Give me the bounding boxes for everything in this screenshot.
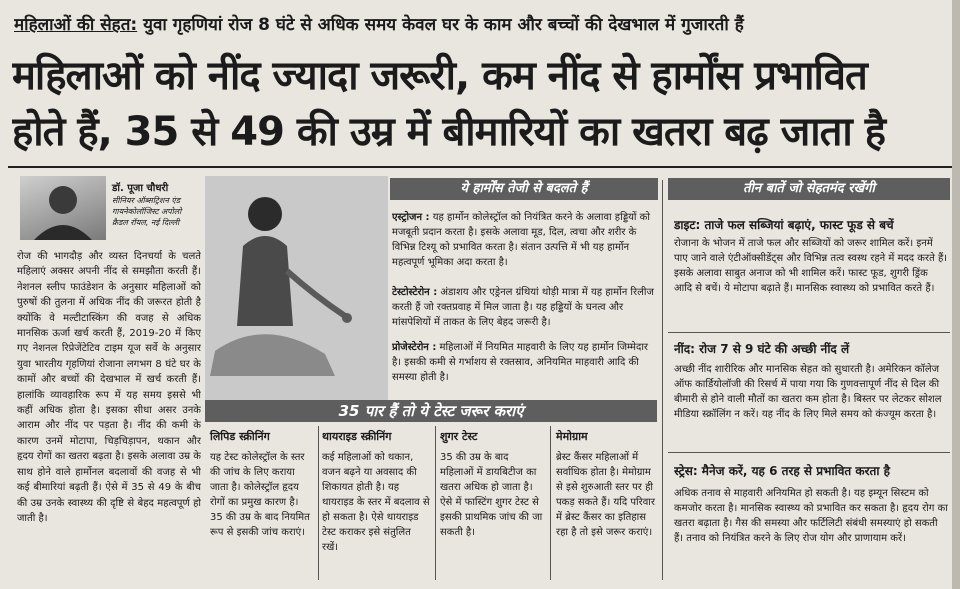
expert-title-1: सीनियर ऑब्सट्रिशन एंड xyxy=(112,196,181,205)
test-head-sugar: शुगर टेस्ट xyxy=(440,430,478,443)
hormone-term: एस्ट्रोजन : xyxy=(392,212,430,223)
test-head-thyroid: थायराइड स्क्रीनिंग xyxy=(322,430,392,443)
test-divider xyxy=(435,426,436,580)
test-text-mammogram: ब्रेस्ट कैंसर महिलाओं में सर्वाधिक होता है। मेमोग्राम से इसे शुरुआती स्तर पर ही पकड़ सकते हैं। यदि परिवार में ब्रेस्ट कैंसर का इतिहास रहा है तो इसे जरूर कराएं। xyxy=(556,452,655,538)
expert-credit xyxy=(112,182,212,228)
hormone-term: प्रोजेस्टेरोन : xyxy=(392,342,437,353)
test-head-mammogram: मेमोग्राम xyxy=(556,430,588,443)
tip-text-diet: रोजाना के भोजन में ताजे फल और सब्जियों को जरूर शामिल करें। इनमें पाए जाने वाले एंटीऑक्सीडेंट्स और विभिन्न तत्व स्वस्थ रहने में मदद करते हैं। इसके अलावा साबुत अनाज को भी शामिल करें। फास्ट फूड, शुगरी ड्रिंक आदि से बचें। ये मोटापा बढ़ाते हैं। मानसिक स्वास्थ्य को प्रभावित करते हैं। xyxy=(674,238,948,294)
tip-head-sleep: नींद: रोज 7 से 9 घंटे की अच्छी नींद लें xyxy=(674,342,850,356)
page-edge xyxy=(952,0,960,589)
expert-title-2: गायनेकोलॉजिस्ट अपोलो xyxy=(112,207,182,216)
tip-head-diet: डाइट: ताजे फल सब्जियां बढ़ाएं, फास्ट फूड से बचें xyxy=(674,218,894,232)
expert-title-3: क्रैडल रॉयल, नई दिल्ली xyxy=(112,218,180,227)
kicker xyxy=(14,12,944,35)
hormone-term: टेस्टोस्टेरोन : xyxy=(392,287,438,298)
kicker-text: युवा गृहणियां रोज 8 घंटे से अधिक समय केवल घर के काम और बच्चों की देखभाल में गुजारती हैं xyxy=(143,15,744,35)
test-divider xyxy=(550,426,551,580)
tip-text-stress: अधिक तनाव से माहवारी अनियमित हो सकती है। यह इम्यून सिस्टम को कमजोर करता है। मानसिक स्वास्थ्य को प्रभावित कर सकता है। हृदय रोग का खतरा बढ़ाता है। गैस की समस्या और फर्टिलिटी संबंधी समस्याएं हो सकती हैं। तनाव को नियंत्रित करने के लिए रोज योग और प्राणायाम करें। xyxy=(674,488,948,544)
hormone-desc: अंडाशय और एड्रेनल ग्रंथियां थोड़ी मात्रा में यह हार्मोन रिलीज करती हैं जो रक्तप्रवाह में मिल जाता है। यह हड्डियों के घनत्व और मांसपेशियों में ताकत के लिए बेहद जरूरी है। xyxy=(392,287,654,328)
woman-meditating-icon xyxy=(205,176,388,412)
test-text-lipid: यह टेस्ट कोलेस्ट्रॉल के स्तर की जांच के लिए कराया जाता है। कोलेस्ट्रॉल हृदय रोगों का प्रमुख कारण है। 35 की उम्र के बाद नियमित रूप से इसकी जांच कराएं। xyxy=(210,452,310,538)
hormone-desc: यह हार्मोन कोलेस्ट्रॉल को नियंत्रित करने के अलावा हड्डियों को मजबूती प्रदान करता है। इसके अलावा मूड, दिल, त्वचा और शरीर के विभिन्न टिश्यू को प्रभावित करता है। संतान उत्पत्ति में भी यह हार्मोन महत्वपूर्ण भूमिका अदा करता है। xyxy=(392,212,650,268)
test-text-thyroid: कई महिलाओं को थकान, वजन बढ़ने या अवसाद की शिकायत होती है। यह थायराइड के स्तर में बदलाव से हो सकता है। ऐसे थायराइड टेस्ट कराकर इसे संतुलित रखें। xyxy=(322,452,430,553)
tests-banner: 35 पार हैं तो ये टेस्ट जरूर कराएं xyxy=(205,400,657,422)
hormones-list xyxy=(392,210,660,385)
hormone-item xyxy=(392,340,660,385)
hormones-banner: ये हार्मोंस तेजी से बदलते हैं xyxy=(390,178,658,200)
headline-line2: होते हैं, 35 से 49 की उम्र में बीमारियों का खतरा बढ़ जाता है xyxy=(12,109,885,155)
headline-line1: महिलाओं को नींद ज्यादा जरूरी, कम नींद से हार्मोंस प्रभावित xyxy=(12,53,867,99)
test-divider xyxy=(318,426,319,580)
expert-photo xyxy=(20,176,106,240)
tip-divider xyxy=(668,452,950,453)
kicker-lead: महिलाओं की सेहत: xyxy=(14,15,138,35)
tip-divider xyxy=(668,332,950,333)
column-divider xyxy=(662,180,663,580)
expert-name: डॉ. पूजा चौधरी xyxy=(112,183,169,194)
test-head-lipid: लिपिड स्क्रीनिंग xyxy=(210,430,270,443)
intro-text: रोज की भागदौड़ और व्यस्त दिनचर्या के चलते महिलाएं अक्सर अपनी नींद से समझौता करती हैं। नेशनल स्लीप फाउंडेशन के अनुसार महिलाओं को पुरुषों की तुलना में अधिक नींद की जरूरत होती है क्योंकि वे मल्टीटास्किंग की वजह से अधिक मानसिक ऊर्जा खर्च करती हैं, 2019-20 में किए गए नेशनल रिप्रेजेंटेटिव टाइम यूज सर्वे के अनुसार युवा भारतीय गृहणियां रोजाना लगभग 8 घंटे घर के कामों और बच्चों की देखभाल में खर्च करती हैं। हालांकि व्यावहारिक रूप में यह समय इससे भी कहीं अधिक होता है। इसका सीधा असर उनके आराम और नींद पर पड़ता है। नींद की कमी के कारण उनमें मोटापा, चिड़चिड़ापन, थकान और हृदय रोगों का खतरा बढ़ता है। इसके अलावा उम्र के साथ होने वाले हार्मोनल बदलावों की वजह से भी कई बीमारियां बढ़ती हैं। ऐसे में 35 से 49 के बीच की उम्र उनके स्वास्थ्य की दृष्टि से बेहद महत्वपूर्ण हो जाती है। xyxy=(17,251,201,524)
tip-text-sleep: अच्छी नींद शारीरिक और मानसिक सेहत को सुधारती है। अमेरिकन कॉलेज ऑफ कार्डियोलॉजी की रिसर्च में पाया गया कि गुणवत्तापूर्ण नींद से दिल की बीमारी से होने वाली मौतों का खतरा कम होता है। बिस्तर पर लेटकर सोशल मीडिया स्क्रॉलिंग न करें। यह नींद के लिए मिले समय को कंज्यूम करता है। xyxy=(674,364,942,420)
tips-banner: तीन बातें जो सेहतमंद रखेंगी xyxy=(668,178,950,200)
person-silhouette-icon xyxy=(20,176,106,240)
hormone-item xyxy=(392,210,660,275)
meditation-photo xyxy=(205,176,388,412)
test-text-sugar: 35 की उम्र के बाद महिलाओं में डायबिटीज का खतरा अधिक हो जाता है। ऐसे में फास्टिंग शुगर टेस्ट से इसकी प्राथमिक जांच की जा सकती है। xyxy=(440,452,543,538)
headline-divider xyxy=(8,166,952,168)
tip-head-stress: स्ट्रेस: मैनेज करें, यह 6 तरह से प्रभावित करता है xyxy=(674,464,890,478)
hormone-desc: महिलाओं में नियमित माहवारी के लिए यह हार्मोन जिम्मेदार है। इसकी कमी से गर्भाशय से रक्तस्राव, अनियमित माहवारी आदि की समस्या होती है। xyxy=(392,342,649,383)
hormone-item xyxy=(392,285,660,330)
